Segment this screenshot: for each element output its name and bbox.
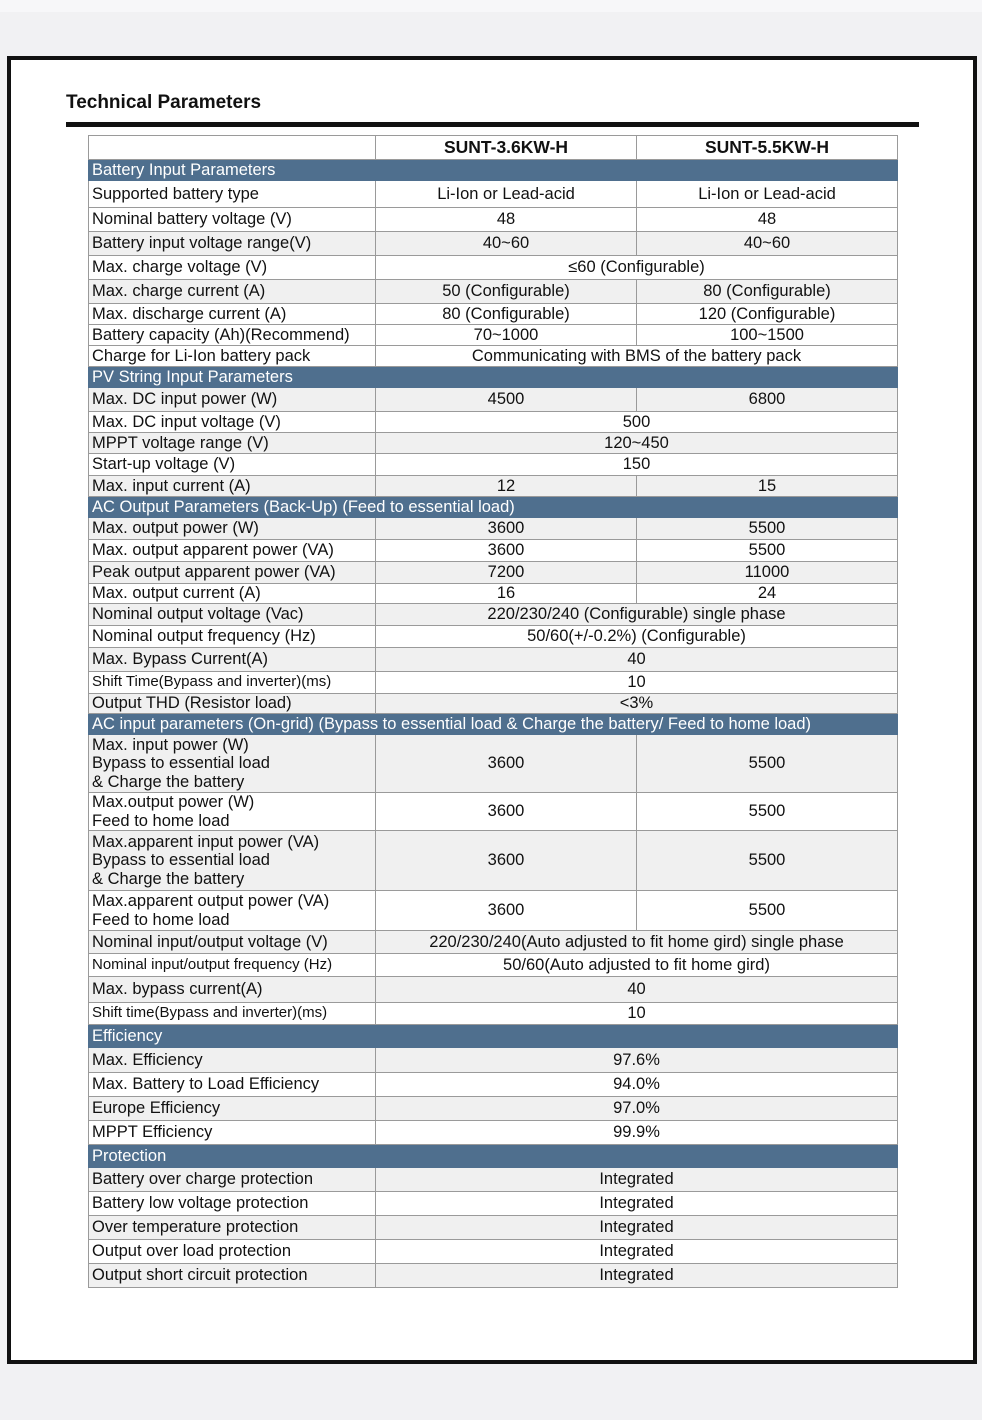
parameter-label <box>89 388 376 412</box>
parameter-label <box>89 476 376 497</box>
parameter-label <box>89 694 376 714</box>
parameter-value-5-5kw: 15 <box>637 476 898 497</box>
parameter-value-5-5kw: 11000 <box>637 562 898 584</box>
page-title: Technical Parameters <box>66 92 262 113</box>
parameter-value-3-6kw: 3600 <box>376 793 637 831</box>
parameter-value-5-5kw: 5500 <box>637 540 898 562</box>
table-row <box>89 1073 898 1097</box>
section-title: Protection <box>89 1145 898 1168</box>
parameter-label <box>89 346 376 367</box>
parameter-value-shared: 94.0% <box>376 1073 898 1097</box>
parameter-value-5-5kw: 5500 <box>637 793 898 831</box>
parameter-label-line: Max. output current (A) <box>92 584 261 603</box>
parameter-label-line: Charge for Li-Ion battery pack <box>92 346 311 365</box>
table-row <box>89 325 898 346</box>
parameter-value-5-5kw: 5500 <box>637 518 898 540</box>
parameter-value-5-5kw: 80 (Configurable) <box>637 280 898 304</box>
parameter-value-shared: Integrated <box>376 1264 898 1288</box>
parameter-value-shared: 220/230/240 (Configurable) single phase <box>376 604 898 626</box>
parameter-value-3-6kw: 3600 <box>376 891 637 931</box>
parameter-value-5-5kw: 5500 <box>637 831 898 891</box>
parameter-label-line: Max. Efficiency <box>92 1050 203 1069</box>
table-row <box>89 454 898 476</box>
parameter-label-line: Output over load protection <box>92 1242 292 1261</box>
parameter-label-line: Max. output apparent power (VA) <box>92 541 334 560</box>
parameter-label <box>89 604 376 626</box>
table-row <box>89 476 898 497</box>
parameter-label-line: Shift Time(Bypass and inverter)(ms) <box>92 673 332 691</box>
parameter-label <box>89 891 376 931</box>
table-row <box>89 793 898 831</box>
parameter-label <box>89 648 376 672</box>
section-header-row <box>89 367 898 388</box>
parameter-value-5-5kw: 5500 <box>637 735 898 793</box>
table-row <box>89 831 898 891</box>
table-row <box>89 433 898 454</box>
parameter-value-3-6kw: 12 <box>376 476 637 497</box>
parameter-value-3-6kw: Li-Ion or Lead-acid <box>376 181 637 208</box>
parameter-label-line: MPPT voltage range (V) <box>92 433 269 452</box>
parameter-label <box>89 626 376 648</box>
parameter-label <box>89 433 376 454</box>
parameter-label-line: Max. bypass current(A) <box>92 980 263 999</box>
parameter-label-line: Battery capacity (Ah)(Recommend) <box>92 325 350 344</box>
parameter-label <box>89 735 376 793</box>
parameter-value-3-6kw: 16 <box>376 584 637 604</box>
parameter-label-line: Shift time(Bypass and inverter)(ms) <box>92 1004 328 1022</box>
table-row <box>89 604 898 626</box>
parameter-label-line: Max. Bypass Current(A) <box>92 650 269 669</box>
parameter-value-shared: Integrated <box>376 1216 898 1240</box>
table-row <box>89 181 898 208</box>
parameter-label <box>89 1073 376 1097</box>
parameter-value-5-5kw: Li-Ion or Lead-acid <box>637 181 898 208</box>
parameter-label-line: Max. output power (W) <box>92 519 259 538</box>
parameter-label-line: Nominal output frequency (Hz) <box>92 627 316 646</box>
parameter-label-line: & Charge the battery <box>92 869 245 888</box>
section-header-row <box>89 160 898 181</box>
parameter-value-shared: 220/230/240(Auto adjusted to fit home gird) single phase <box>376 931 898 954</box>
table-row <box>89 1168 898 1192</box>
parameter-label <box>89 954 376 977</box>
top-strip <box>0 0 982 12</box>
parameter-label-line: Nominal output voltage (Vac) <box>92 605 304 624</box>
parameter-label-line: Max. charge current (A) <box>92 282 266 301</box>
parameter-label <box>89 1264 376 1288</box>
parameter-value-shared: 97.0% <box>376 1097 898 1121</box>
parameter-value-shared: Integrated <box>376 1192 898 1216</box>
section-title: Efficiency <box>89 1025 898 1048</box>
parameter-label-line: Max. input power (W) <box>92 735 249 754</box>
parameter-value-3-6kw: 50 (Configurable) <box>376 280 637 304</box>
parameter-label <box>89 1216 376 1240</box>
parameter-label-line: Peak output apparent power (VA) <box>92 563 336 582</box>
section-header-row <box>89 714 898 735</box>
table-row <box>89 1121 898 1145</box>
table-row <box>89 977 898 1003</box>
parameter-value-3-6kw: 3600 <box>376 540 637 562</box>
parameter-label <box>89 1168 376 1192</box>
parameter-value-shared: 50/60(Auto adjusted to fit home gird) <box>376 954 898 977</box>
parameter-label-line: Max. DC input power (W) <box>92 390 278 409</box>
table-row <box>89 891 898 931</box>
table-row <box>89 346 898 367</box>
table-row <box>89 672 898 694</box>
parameter-value-3-6kw: 40~60 <box>376 232 637 256</box>
table-row <box>89 304 898 325</box>
parameter-label-line: Max. discharge current (A) <box>92 304 287 323</box>
table-row <box>89 648 898 672</box>
parameter-value-shared: ≤60 (Configurable) <box>376 256 898 280</box>
parameter-value-shared: 500 <box>376 412 898 433</box>
parameter-value-shared: 40 <box>376 648 898 672</box>
parameter-label-line: Europe Efficiency <box>92 1099 221 1118</box>
table-header-row <box>89 136 898 160</box>
parameter-label-line: Nominal battery voltage (V) <box>92 210 292 229</box>
table-row <box>89 412 898 433</box>
parameter-label-line: Max.apparent output power (VA) <box>92 892 330 911</box>
parameter-label <box>89 540 376 562</box>
parameter-value-shared: 99.9% <box>376 1121 898 1145</box>
section-title: AC Output Parameters (Back-Up) (Feed to essential load) <box>89 497 898 518</box>
parameter-label <box>89 672 376 694</box>
parameter-label <box>89 280 376 304</box>
parameter-label <box>89 1121 376 1145</box>
parameter-label-line: Max.apparent input power (VA) <box>92 832 320 851</box>
table-row <box>89 388 898 412</box>
parameter-label-line: Max. input current (A) <box>92 476 251 495</box>
table-row <box>89 562 898 584</box>
parameter-label-line: Start-up voltage (V) <box>92 455 236 474</box>
parameter-label <box>89 208 376 232</box>
title-rule <box>66 122 919 127</box>
parameter-label <box>89 304 376 325</box>
parameter-label <box>89 1003 376 1025</box>
parameter-label-line: Bypass to essential load <box>92 754 270 773</box>
parameter-value-5-5kw: 48 <box>637 208 898 232</box>
table-row <box>89 1240 898 1264</box>
table-row <box>89 1192 898 1216</box>
parameter-value-3-6kw: 4500 <box>376 388 637 412</box>
document-frame <box>7 56 977 1364</box>
parameter-value-shared: 120~450 <box>376 433 898 454</box>
table-row <box>89 256 898 280</box>
table-row <box>89 1216 898 1240</box>
parameter-label-line: Max. DC input voltage (V) <box>92 412 281 431</box>
parameter-value-shared: 150 <box>376 454 898 476</box>
parameter-label-line: Supported battery type <box>92 184 259 203</box>
parameter-value-5-5kw: 6800 <box>637 388 898 412</box>
section-title: AC input parameters (On-grid) (Bypass to essential load & Charge the battery/ Feed to home load) <box>89 714 898 735</box>
table-row <box>89 280 898 304</box>
parameter-label <box>89 454 376 476</box>
parameter-label <box>89 584 376 604</box>
parameter-value-shared: 50/60(+/-0.2%) (Configurable) <box>376 626 898 648</box>
section-header-row <box>89 1145 898 1168</box>
parameter-value-shared: 97.6% <box>376 1048 898 1073</box>
table-row <box>89 584 898 604</box>
parameter-label <box>89 181 376 208</box>
parameter-value-5-5kw: 100~1500 <box>637 325 898 346</box>
parameter-label <box>89 256 376 280</box>
section-header-row <box>89 1025 898 1048</box>
section-title: Battery Input Parameters <box>89 160 898 181</box>
parameter-label <box>89 412 376 433</box>
header-empty-cell <box>89 136 376 160</box>
table-row <box>89 208 898 232</box>
parameter-label <box>89 562 376 584</box>
parameter-value-5-5kw: 24 <box>637 584 898 604</box>
section-header-row <box>89 497 898 518</box>
parameter-label <box>89 793 376 831</box>
parameter-value-3-6kw: 80 (Configurable) <box>376 304 637 325</box>
parameter-label-line: Feed to home load <box>92 811 230 830</box>
parameter-label-line: Max.output power (W) <box>92 793 255 812</box>
table-row <box>89 735 898 793</box>
table-row <box>89 626 898 648</box>
parameter-label-line: Battery low voltage protection <box>92 1194 309 1213</box>
parameter-value-shared: Integrated <box>376 1168 898 1192</box>
parameter-label <box>89 831 376 891</box>
table-row <box>89 954 898 977</box>
spec-table-body <box>89 136 898 1288</box>
table-row <box>89 1003 898 1025</box>
parameter-label-line: Output short circuit protection <box>92 1266 308 1285</box>
parameter-label-line: Max. charge voltage (V) <box>92 258 268 277</box>
parameter-value-5-5kw: 5500 <box>637 891 898 931</box>
parameter-value-shared: 10 <box>376 672 898 694</box>
parameter-label <box>89 518 376 540</box>
parameter-label-line: Nominal input/output frequency (Hz) <box>92 955 333 973</box>
parameter-label <box>89 1097 376 1121</box>
parameter-label <box>89 931 376 954</box>
table-row <box>89 540 898 562</box>
parameter-label-line: MPPT Efficiency <box>92 1123 213 1142</box>
table-row <box>89 1097 898 1121</box>
spec-table <box>88 135 898 1288</box>
table-row <box>89 518 898 540</box>
parameter-value-shared: 40 <box>376 977 898 1003</box>
parameter-label <box>89 1048 376 1073</box>
table-row <box>89 232 898 256</box>
parameter-label-line: Battery input voltage range(V) <box>92 234 312 253</box>
parameter-label <box>89 325 376 346</box>
parameter-value-3-6kw: 3600 <box>376 735 637 793</box>
parameter-value-shared: 10 <box>376 1003 898 1025</box>
parameter-label-line: Nominal input/output voltage (V) <box>92 932 328 951</box>
parameter-value-shared: <3% <box>376 694 898 714</box>
parameter-label <box>89 977 376 1003</box>
parameter-value-5-5kw: 120 (Configurable) <box>637 304 898 325</box>
parameter-value-shared: Integrated <box>376 1240 898 1264</box>
table-row <box>89 1048 898 1073</box>
parameter-label <box>89 1192 376 1216</box>
parameter-label-line: Over temperature protection <box>92 1218 299 1237</box>
parameter-value-3-6kw: 3600 <box>376 518 637 540</box>
section-title: PV String Input Parameters <box>89 367 898 388</box>
parameter-label-line: Bypass to essential load <box>92 851 270 870</box>
parameter-label-line: Battery over charge protection <box>92 1170 314 1189</box>
model-header: SUNT-5.5KW-H <box>637 136 898 160</box>
model-header: SUNT-3.6KW-H <box>376 136 637 160</box>
parameter-value-5-5kw: 40~60 <box>637 232 898 256</box>
parameter-value-3-6kw: 48 <box>376 208 637 232</box>
parameter-label-line: & Charge the battery <box>92 772 245 791</box>
parameter-label-line: Feed to home load <box>92 910 230 929</box>
table-row <box>89 1264 898 1288</box>
parameter-label <box>89 1240 376 1264</box>
parameter-label-line: Max. Battery to Load Efficiency <box>92 1075 320 1094</box>
parameter-value-3-6kw: 7200 <box>376 562 637 584</box>
table-row <box>89 694 898 714</box>
table-row <box>89 931 898 954</box>
parameter-value-shared: Communicating with BMS of the battery pack <box>376 346 898 367</box>
parameter-label-line: Output THD (Resistor load) <box>92 694 292 713</box>
parameter-label <box>89 232 376 256</box>
parameter-value-3-6kw: 3600 <box>376 831 637 891</box>
parameter-value-3-6kw: 70~1000 <box>376 325 637 346</box>
